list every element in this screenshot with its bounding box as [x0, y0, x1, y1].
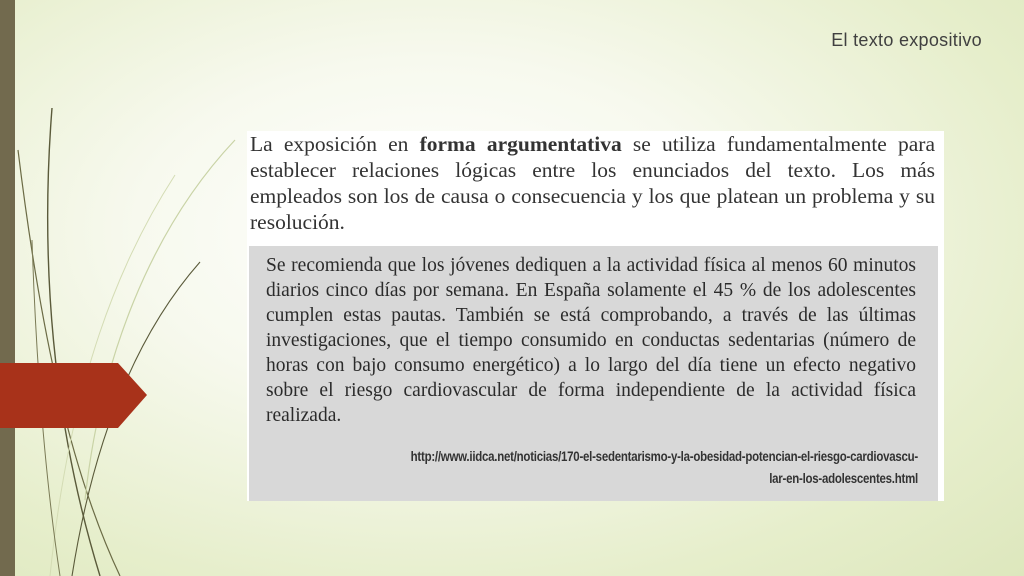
- intro-text-start: La exposición en: [250, 132, 420, 156]
- quote-paragraph: Se recomienda que los jóvenes dediquen a la actividad física al menos 60 minutos diarios cinco días por semana. En España solamente el 45 % de los adolescentes cumplen estas pautas. También se está comprobando, a través de las últimas investigaciones, que el tiempo consumido en conductas sedentarias (número de horas con bajo consumo energético) a lo largo del día tiene un efecto negativo sobre el riesgo cardiovascular de forma independiente de la actividad física realizada.: [266, 255, 916, 426]
- source-url: [393, 445, 918, 489]
- arrow-tab: [0, 363, 147, 428]
- intro-text-end: se utiliza fundamentalmente para establecer relaciones lógicas entre los enunciados del texto. Los más empleados son los de causa o consecuencia y los que platean un problema y su resolución.: [250, 132, 935, 234]
- source-url-line-1: http://www.iidca.net/noticias/170-el-sedentarismo-y-la-obesidad-potencian-el-riesgo-cardiovascu-: [410, 448, 918, 464]
- quote-box: [249, 246, 938, 501]
- left-accent-bar: [0, 0, 15, 576]
- document-image: [247, 131, 944, 501]
- intro-bold-term: forma argumentativa: [419, 132, 622, 156]
- decorative-curves: [0, 0, 260, 576]
- slide-title: El texto expositivo: [831, 30, 982, 50]
- source-url-line-2: lar-en-los-adolescentes.html: [769, 470, 918, 486]
- intro-paragraph: [250, 131, 935, 235]
